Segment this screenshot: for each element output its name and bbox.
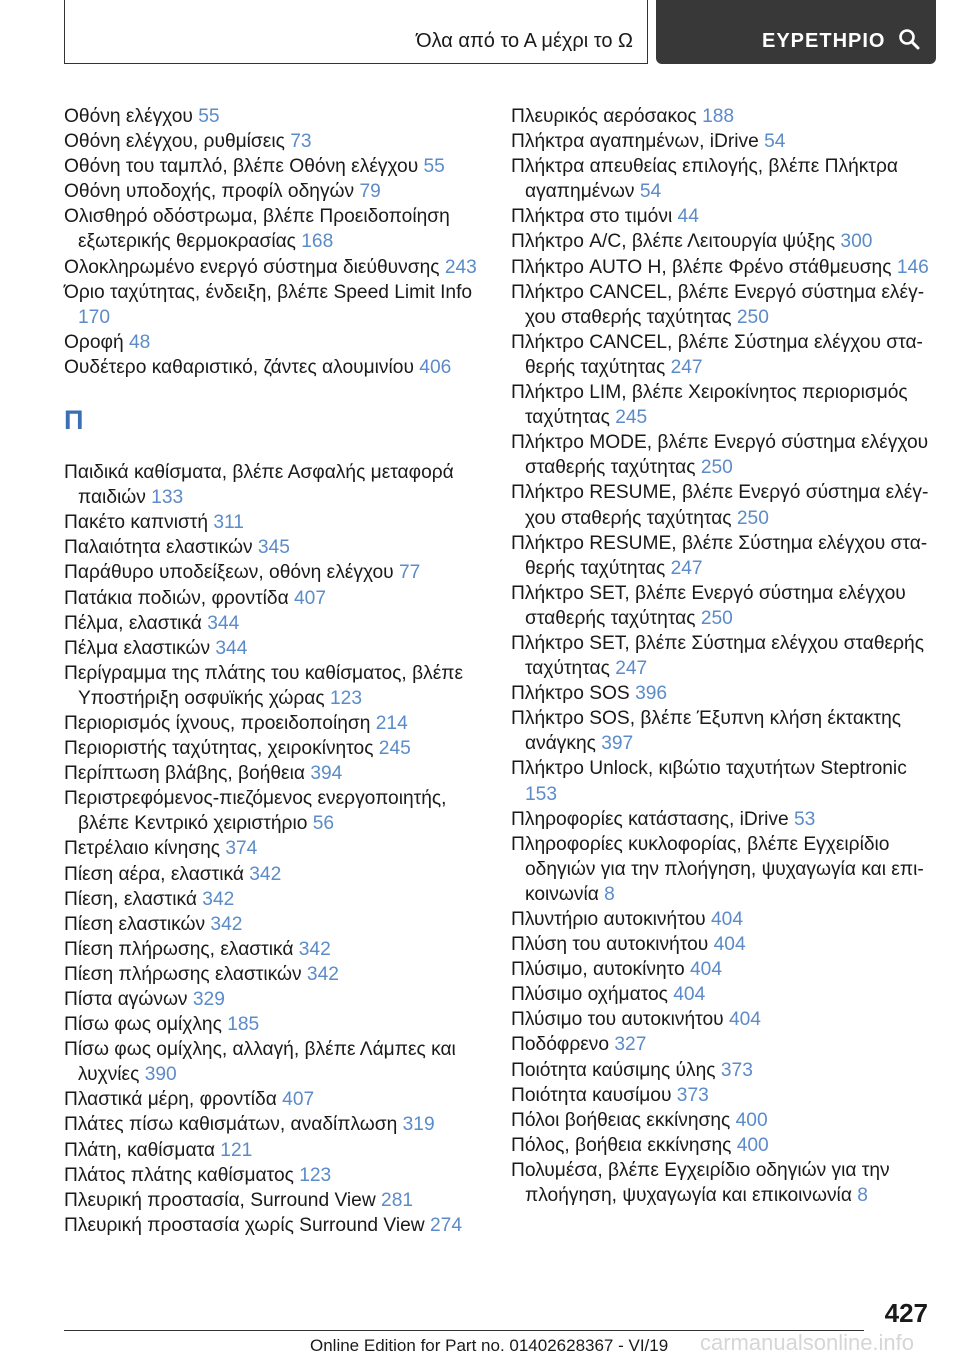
entry-term: Πλάτη, καθίσματα: [64, 1139, 221, 1161]
index-entry: [64, 1138, 484, 1163]
index-entry: [64, 711, 484, 736]
index-entry: [511, 932, 931, 957]
page-reference-link[interactable]: 344: [207, 612, 240, 634]
page-reference-link[interactable]: 243: [444, 256, 477, 278]
page-reference-link[interactable]: 8: [604, 883, 615, 905]
entry-term: Πληροφορίες κατάστασης, iDrive: [511, 808, 795, 830]
index-entry: [511, 807, 931, 832]
index-entry: [64, 912, 484, 937]
index-entry: [64, 987, 484, 1012]
index-entry: [511, 1108, 931, 1133]
page-reference-link[interactable]: 397: [601, 733, 634, 755]
entry-term: Περιστρεφόμενος-πιεζόμενος ενεργοποιητής, βλέπε Κεντρικό χειριστήριο: [64, 788, 447, 835]
page-reference-link[interactable]: 73: [290, 131, 312, 153]
entry-term: Οθόνη του ταμπλό, βλέπε Οθόνη ελέγχου: [64, 156, 424, 178]
index-tab[interactable]: [656, 0, 936, 64]
index-entry: [511, 756, 931, 806]
page-reference-link[interactable]: 123: [329, 687, 362, 709]
index-entry: [511, 1158, 931, 1208]
index-entry: [64, 1012, 484, 1037]
index-entry: [511, 204, 931, 229]
index-entry: [64, 937, 484, 962]
page-reference-link[interactable]: 250: [736, 507, 769, 529]
index-entry: [64, 1112, 484, 1137]
index-entry: [64, 661, 484, 711]
entry-term: Πλυντήριο αυτοκινήτου: [511, 909, 711, 930]
entry-term: Περίπτωση βλάβης, βοήθεια: [64, 763, 311, 785]
entry-term: Πλευρική προστασία χωρίς Surround View: [64, 1214, 430, 1236]
entry-term: Πλύσιμο οχήματος: [511, 984, 674, 1006]
entry-term: Περιορισμός ίχνους, προειδοποίηση: [64, 712, 376, 734]
breadcrumb-tab[interactable]: [64, 0, 648, 64]
index-entry: [64, 1163, 484, 1188]
page-reference-link[interactable]: 342: [298, 938, 331, 960]
page-reference-link[interactable]: 407: [282, 1089, 315, 1111]
entry-term: Πλήκτρο SET, βλέπε Σύστημα ελέγχου σταθερής ταχύτητας: [511, 632, 924, 680]
page-reference-link[interactable]: 344: [215, 637, 248, 659]
page-reference-link[interactable]: 133: [151, 487, 184, 509]
page-reference-link[interactable]: 373: [720, 1059, 753, 1081]
index-entry: [64, 330, 484, 355]
index-entry: [64, 1087, 484, 1112]
page-reference-link[interactable]: 390: [144, 1064, 177, 1086]
entry-term: Πλευρικός αερόσακος: [511, 106, 703, 127]
entry-term: Ολισθηρό οδόστρωμα, βλέπε Προειδοποίηση εξωτερικής θερμοκρασίας: [64, 206, 450, 253]
entry-term: Πετρέλαιο κίνησης: [64, 838, 226, 860]
index-entry: [511, 229, 931, 254]
page-reference-link[interactable]: 247: [670, 557, 703, 579]
section-letter: Π: [64, 405, 84, 436]
index-label[interactable]: ΕΥΡΕΤΗΡΙΟ: [762, 30, 886, 52]
entry-term: Πίεση αέρα, ελαστικά: [64, 863, 250, 885]
footer-text: Online Edition for Part no. 01402628367 - VI/19: [310, 1336, 669, 1355]
index-entry: [64, 560, 484, 585]
page-reference-link[interactable]: 250: [736, 306, 769, 328]
page-reference-link[interactable]: 44: [677, 206, 699, 228]
entry-term: Ποδόφρενο: [511, 1034, 615, 1056]
index-entry: [64, 179, 484, 204]
entry-term: Πλήκτρο Unlock, κιβώτιο ταχυτήτων Steptronic: [511, 758, 907, 780]
index-entry: [511, 1058, 931, 1083]
entry-term: Πλήκτρα απευθείας επιλογής, βλέπε Πλήκτρα αγαπημένων: [511, 156, 898, 203]
page-reference-link[interactable]: 345: [257, 537, 290, 559]
watermark: carmanualsonline.info: [700, 1330, 915, 1355]
index-entry: [511, 1133, 931, 1158]
entry-term: Πλύση του αυτοκινήτου: [511, 934, 714, 956]
entry-term: Πολυμέσα, βλέπε Εγχειρίδιο οδηγιών για την πλοήγηση, ψυχαγωγία και επικοινωνία: [511, 1159, 890, 1207]
entry-term: Πλευρική προστασία, Surround View: [64, 1189, 382, 1211]
index-entry: [64, 736, 484, 761]
entry-term: Πλήκτρο SOS: [511, 683, 636, 705]
entry-term: Οροφή: [64, 331, 129, 353]
index-entry: [511, 531, 931, 581]
entry-term: Πίεση πλήρωσης, ελαστικά: [64, 938, 299, 960]
page-reference-link[interactable]: 374: [225, 838, 258, 860]
page-reference-link[interactable]: 250: [700, 457, 733, 479]
entry-term: Πληροφορίες κυκλοφορίας, βλέπε Εγχειρίδιο οδηγιών για την πλοήγηση, ψυχαγωγία και επικοινωνία: [511, 833, 924, 905]
index-entry: [511, 1083, 931, 1108]
page-reference-link[interactable]: 404: [713, 934, 746, 956]
index-entry: [64, 510, 484, 535]
entry-term: Πατάκια ποδιών, φροντίδα: [64, 587, 295, 609]
entry-term: Πλαστικά μέρη, φροντίδα: [64, 1089, 283, 1111]
index-entry: [511, 280, 931, 330]
index-entry: [64, 962, 484, 987]
entry-term: Ολοκληρωμένο ενεργό σύστημα διεύθυνσης: [64, 256, 445, 278]
page-reference-link[interactable]: 56: [312, 813, 335, 835]
index-entry: [64, 1188, 484, 1213]
entry-term: Ποιότητα καυσίμου: [511, 1084, 677, 1106]
page-number: 427: [884, 1298, 928, 1328]
index-entry: [64, 887, 484, 912]
entry-term: Οθόνη ελέγχου: [64, 106, 199, 127]
index-entry: [64, 535, 484, 560]
index-entry: [64, 761, 484, 786]
index-column-left: [64, 104, 484, 1238]
entry-term: Πλήκτρο RESUME, βλέπε Ενεργό σύστημα ελέγχου σταθερής ταχύτητας: [511, 482, 929, 529]
page-reference-link[interactable]: 188: [702, 106, 735, 127]
page-reference-link[interactable]: 404: [728, 1009, 761, 1031]
index-entry: [64, 204, 484, 254]
index-entry: [511, 832, 931, 907]
index-column-right: [511, 104, 931, 1208]
page-reference-link[interactable]: 311: [213, 512, 244, 534]
index-entry: [64, 129, 484, 154]
index-entry: [511, 430, 931, 480]
index-entry: [511, 380, 931, 430]
entry-term: Πλάτες πίσω καθισμάτων, αναδίπλωση: [64, 1114, 403, 1136]
entry-term: Πόλοι βοήθειας εκκίνησης: [511, 1109, 736, 1131]
entry-term: Πλήκτρο CANCEL, βλέπε Ενεργό σύστημα ελέγχου σταθερής ταχύτητας: [511, 281, 925, 328]
index-entry: [64, 255, 484, 280]
page-reference-link[interactable]: 373: [676, 1084, 709, 1106]
entry-term: Περιοριστής ταχύτητας, χειροκίνητος: [64, 738, 379, 760]
entry-term: Πέλμα, ελαστικά: [64, 612, 208, 634]
index-entry: [511, 907, 931, 932]
page-reference-link[interactable]: 245: [615, 407, 648, 429]
entry-term: Πέλμα ελαστικών: [64, 637, 216, 659]
entry-term: Παλαιότητα ελαστικών: [64, 537, 258, 559]
entry-term: Πίστα αγώνων: [64, 989, 193, 1010]
page-reference-link[interactable]: 342: [210, 913, 243, 935]
page-reference-link[interactable]: 121: [220, 1139, 253, 1161]
page-reference-link[interactable]: 342: [249, 863, 282, 885]
entry-term: Πακέτο καπνιστή: [64, 512, 214, 534]
entry-term: Πλήκτρο SOS, βλέπε Έξυπνη κλήση έκτακτης ανάγκης: [511, 708, 902, 755]
entry-term: Πίεση πλήρωσης ελαστικών: [64, 963, 307, 985]
page-reference-link[interactable]: 48: [128, 331, 151, 353]
index-entry: [64, 1213, 484, 1238]
page-reference-link[interactable]: 247: [615, 658, 648, 680]
page-reference-link[interactable]: 281: [381, 1189, 414, 1211]
entry-term: Πλήκτρο MODE, βλέπε Ενεργό σύστημα ελέγχου σταθερής ταχύτητας: [511, 432, 929, 479]
entry-term: Παράθυρο υποδείξεων, οθόνη ελέγχου: [64, 562, 400, 584]
page-reference-link[interactable]: 400: [735, 1109, 768, 1131]
entry-term: Οθόνη υποδοχής, προφίλ οδηγών: [64, 181, 360, 203]
entry-term: Πόλος, βοήθεια εκκίνησης: [511, 1134, 737, 1156]
index-entry: [511, 480, 931, 530]
page-reference-link[interactable]: 146: [896, 256, 929, 278]
index-entry: [511, 957, 931, 982]
page-reference-link[interactable]: 300: [840, 231, 873, 253]
entry-term: Ποιότητα καύσιμης ύλης: [511, 1059, 721, 1081]
page-reference-link[interactable]: 8: [857, 1185, 868, 1207]
index-entry: [64, 355, 484, 380]
page-reference-link[interactable]: 250: [700, 607, 733, 629]
entry-term: Πλύσιμο, αυτοκίνητο: [511, 959, 690, 981]
entry-term: Πλήκτρα στο τιμόνι: [511, 206, 678, 228]
entry-term: Πλάτος πλάτης καθίσματος: [64, 1164, 300, 1186]
page-reference-link[interactable]: 394: [310, 763, 343, 785]
breadcrumb[interactable]: Όλα από το Α μέχρι το Ω: [416, 30, 633, 52]
index-entry: [511, 581, 931, 631]
index-entry: [64, 836, 484, 861]
index-entry: [64, 611, 484, 636]
page-reference-link[interactable]: 404: [673, 984, 706, 1006]
page-reference-link[interactable]: 54: [639, 181, 662, 203]
page-reference-link[interactable]: 404: [689, 959, 722, 981]
page-reference-link[interactable]: 153: [525, 783, 558, 805]
page-reference-link[interactable]: 406: [419, 356, 452, 378]
page-reference-link[interactable]: 400: [736, 1134, 769, 1156]
index-entry: [511, 631, 931, 681]
entry-term: Όριο ταχύτητας, ένδειξη, βλέπε Speed Limit Info: [64, 281, 473, 303]
index-entry: [511, 1032, 931, 1057]
index-entry: [511, 154, 931, 204]
page-reference-link[interactable]: 55: [423, 156, 445, 178]
index-entry: [64, 786, 484, 836]
entry-term: Πίεση ελαστικών: [64, 913, 211, 935]
page-reference-link[interactable]: 168: [301, 231, 334, 253]
entry-term: Πλήκτρο A/C, βλέπε Λειτουργία ψύξης: [511, 231, 841, 253]
page-reference-link[interactable]: 54: [764, 131, 786, 153]
entry-term: Πίεση, ελαστικά: [64, 888, 203, 910]
page-reference-link[interactable]: 342: [202, 888, 235, 910]
entry-term: Πλήκτρο AUTO H, βλέπε Φρένο στάθμευσης: [511, 256, 897, 278]
page-reference-link[interactable]: 123: [299, 1164, 332, 1186]
entry-term: Πλήκτρο RESUME, βλέπε Σύστημα ελέγχου σταθερής ταχύτητας: [511, 532, 928, 579]
page-reference-link[interactable]: 77: [399, 562, 421, 584]
entry-term: Πλήκτρα αγαπημένων, iDrive: [511, 131, 765, 153]
page-reference-link[interactable]: 319: [402, 1114, 435, 1136]
page-reference-link[interactable]: 342: [306, 963, 339, 985]
page-reference-link[interactable]: 185: [227, 1014, 260, 1036]
entry-term: Πλήκτρο LIM, βλέπε Χειροκίνητος περιορισμός ταχύτητας: [511, 382, 908, 429]
index-entry: [511, 255, 931, 280]
page-reference-link[interactable]: 404: [711, 909, 744, 930]
index-entry: [511, 706, 931, 756]
entry-term: Ουδέτερο καθαριστικό, ζάντες αλουμινίου: [64, 356, 420, 378]
index-entry: [64, 1037, 484, 1087]
entry-term: Πλήκτρο SET, βλέπε Ενεργό σύστημα ελέγχου σταθερής ταχύτητας: [511, 582, 906, 629]
index-entry: [511, 104, 931, 129]
page-reference-link[interactable]: 79: [359, 181, 381, 203]
page-reference-link[interactable]: 214: [375, 712, 408, 734]
index-entry: [511, 681, 931, 706]
page-reference-link[interactable]: 407: [294, 587, 327, 609]
index-entry: [511, 982, 931, 1007]
entry-term: Πίσω φως ομίχλης: [64, 1014, 228, 1036]
index-entry: [511, 330, 931, 380]
index-entry: [64, 862, 484, 887]
page-reference-link[interactable]: 170: [78, 306, 111, 328]
entry-term: Παιδικά καθίσματα, βλέπε Ασφαλής μεταφορά παιδιών: [64, 462, 454, 509]
entry-term: Πίσω φως ομίχλης, αλλαγή, βλέπε Λάμπες και λυχνίες: [64, 1039, 456, 1086]
entry-term: Πλήκτρο CANCEL, βλέπε Σύστημα ελέγχου σταθερής ταχύτητας: [511, 331, 923, 378]
page-reference-link[interactable]: 274: [430, 1214, 463, 1236]
index-entry: [64, 280, 484, 330]
index-entry: [64, 460, 484, 510]
index-entry: [511, 1007, 931, 1032]
page-reference-link[interactable]: 329: [192, 989, 225, 1010]
page-reference-link[interactable]: 396: [635, 683, 668, 705]
entry-term: Περίγραμμα της πλάτης του καθίσματος, βλέπε Υποστήριξη οσφυϊκής χώρας: [64, 662, 464, 709]
search-icon[interactable]: [898, 28, 920, 50]
entry-term: Πλύσιμο του αυτοκινήτου: [511, 1009, 729, 1031]
index-entry: [64, 104, 484, 129]
entry-term: Οθόνη ελέγχου, ρυθμίσεις: [64, 131, 291, 153]
page-reference-link[interactable]: 53: [794, 808, 816, 830]
index-entry: [64, 636, 484, 661]
index-entry: [64, 586, 484, 611]
index-entry: [511, 129, 931, 154]
page-reference-link[interactable]: 327: [614, 1034, 647, 1056]
page-reference-link[interactable]: 55: [198, 106, 220, 127]
page-reference-link[interactable]: 247: [670, 356, 703, 378]
page-reference-link[interactable]: 245: [378, 738, 411, 760]
index-entry: [64, 154, 484, 179]
